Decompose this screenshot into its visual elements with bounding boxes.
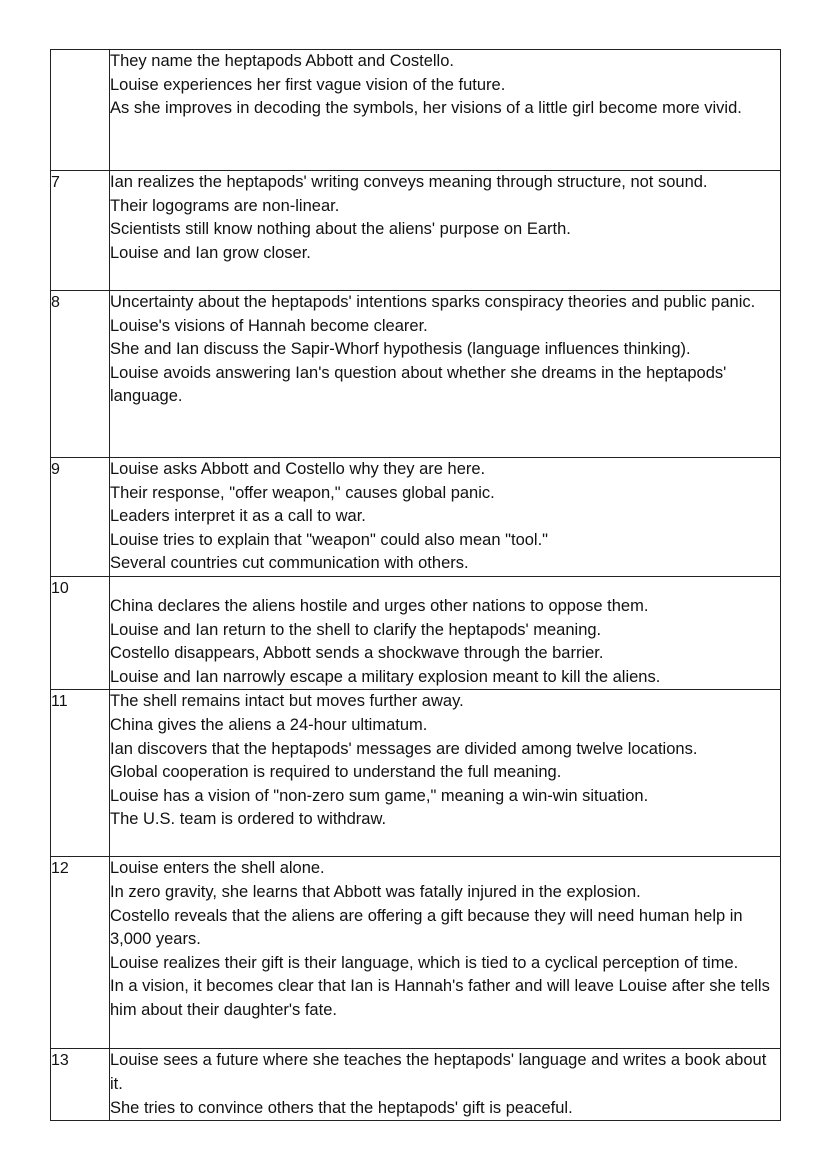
row-content <box>110 50 781 171</box>
table-row <box>51 577 781 690</box>
content-line: Several countries cut communication with others. <box>110 554 469 573</box>
content-line: Louise realizes their gift is their language, which is tied to a cyclical perception of time. <box>110 953 739 972</box>
content-line: China declares the aliens hostile and urges other nations to oppose them. <box>110 597 649 615</box>
table-row <box>51 458 781 577</box>
table-row <box>51 690 781 857</box>
content-line: Louise tries to explain that "weapon" could also mean "tool." <box>110 530 549 549</box>
content-line: Louise and Ian return to the shell to clarify the heptapods' meaning. <box>110 620 602 639</box>
content-line: Global cooperation is required to understand the full meaning. <box>110 763 562 782</box>
content-line: Costello disappears, Abbott sends a shockwave through the barrier. <box>110 644 604 663</box>
content-line: Louise and Ian grow closer. <box>110 243 311 262</box>
row-content <box>110 458 781 577</box>
row-content <box>110 171 781 291</box>
table-row <box>51 857 781 1049</box>
table-row <box>51 50 781 171</box>
content-line: Louise has a vision of "non-zero sum game," meaning a win-win situation. <box>110 786 649 805</box>
row-content <box>110 857 781 1049</box>
content-line: Leaders interpret it as a call to war. <box>110 507 366 526</box>
content-line: In zero gravity, she learns that Abbott was fatally injured in the explosion. <box>110 882 641 901</box>
content-line: In a vision, it becomes clear that Ian is Hannah's father and will leave Louise after she tells him about their daughter's fate. <box>110 977 770 1019</box>
content-line: Louise enters the shell alone. <box>110 859 325 878</box>
content-line: Their logograms are non-linear. <box>110 196 340 215</box>
row-number: 7 <box>51 171 110 291</box>
content-line: She and Ian discuss the Sapir-Whorf hypothesis (language influences thinking). <box>110 340 691 359</box>
row-number <box>51 50 110 171</box>
row-number: 9 <box>51 458 110 577</box>
content-line: Uncertainty about the heptapods' intentions sparks conspiracy theories and public panic. <box>110 293 756 311</box>
row-number: 8 <box>51 291 110 458</box>
content-line: She tries to convince others that the heptapods' gift is peaceful. <box>110 1098 573 1117</box>
content-line: The U.S. team is ordered to withdraw. <box>110 810 387 829</box>
row-number: 12 <box>51 857 110 1049</box>
content-line: Ian discovers that the heptapods' messages are divided among twelve locations. <box>110 739 698 758</box>
table-row <box>51 1049 781 1121</box>
timeline-table <box>50 49 781 1121</box>
content-line: Louise experiences her first vague vision of the future. <box>110 75 506 94</box>
content-line: Costello reveals that the aliens are offering a gift because they will need human help in 3,000 years. <box>110 906 743 949</box>
table-row <box>51 291 781 458</box>
content-line: Scientists still know nothing about the aliens' purpose on Earth. <box>110 220 571 239</box>
content-line: Ian realizes the heptapods' writing conveys meaning through structure, not sound. <box>110 173 708 191</box>
content-line: As she improves in decoding the symbols, her visions of a little girl become more vivid. <box>110 99 742 118</box>
content-line: China gives the aliens a 24-hour ultimatum. <box>110 715 428 734</box>
content-line: The shell remains intact but moves further away. <box>110 692 464 711</box>
row-content <box>110 577 781 690</box>
row-number: 11 <box>51 690 110 857</box>
content-line: Louise and Ian narrowly escape a military explosion meant to kill the aliens. <box>110 667 661 686</box>
content-line: Louise avoids answering Ian's question about whether she dreams in the heptapods' language. <box>110 363 727 406</box>
row-content <box>110 690 781 857</box>
row-content <box>110 1049 781 1121</box>
content-line: Louise sees a future where she teaches the heptapods' language and writes a book about it. <box>110 1051 767 1093</box>
content-line: Their response, "offer weapon," causes global panic. <box>110 483 495 502</box>
content-line: Louise asks Abbott and Costello why they are here. <box>110 460 486 478</box>
row-content <box>110 291 781 458</box>
row-number: 10 <box>51 577 110 690</box>
content-line: They name the heptapods Abbott and Costello. <box>110 52 454 70</box>
row-number: 13 <box>51 1049 110 1121</box>
table-row <box>51 171 781 291</box>
content-line: Louise's visions of Hannah become clearer. <box>110 316 428 335</box>
